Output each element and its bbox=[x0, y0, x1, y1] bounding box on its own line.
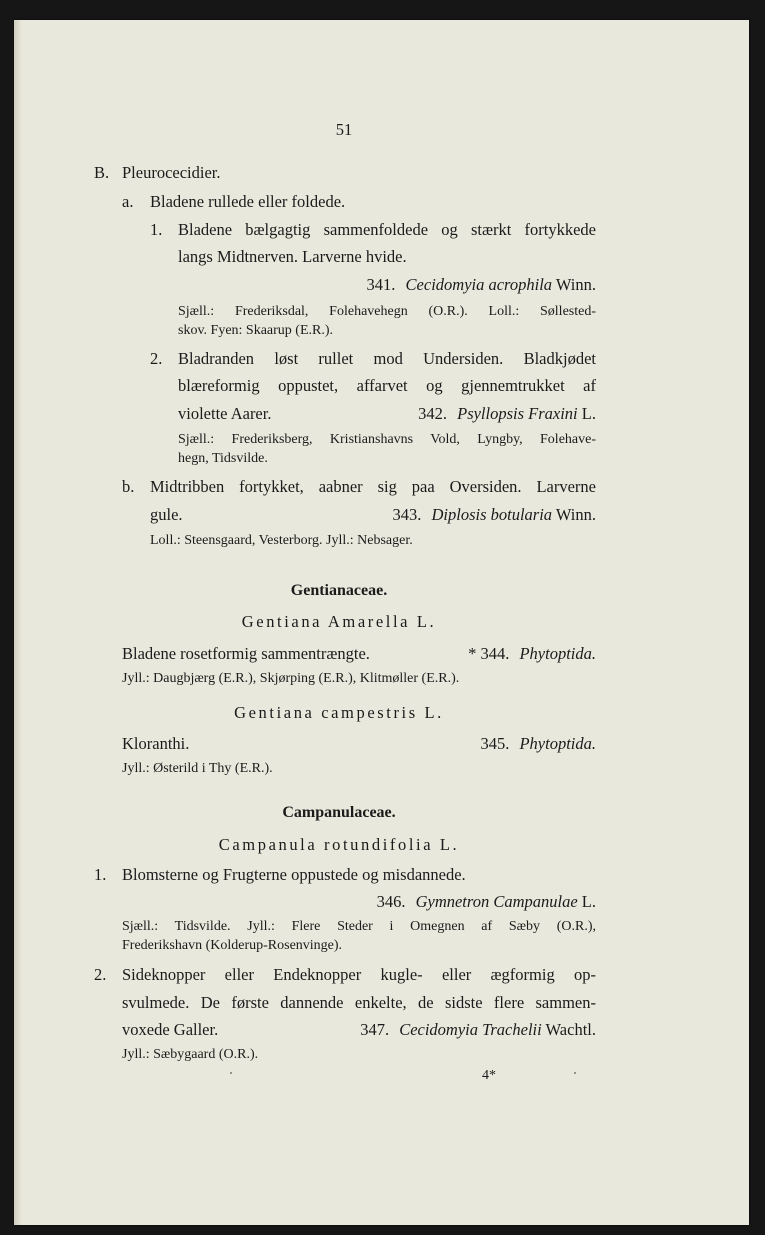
entry-342-author: L. bbox=[581, 404, 596, 423]
paper-speck bbox=[574, 1072, 576, 1074]
family-heading-gentianaceae: Gentianaceae. bbox=[290, 582, 388, 599]
entry-347-number: 347. bbox=[360, 1020, 390, 1039]
sub-b-label: b. bbox=[122, 477, 135, 496]
entry-342-species: Psyllopsis Fraxini bbox=[457, 404, 578, 423]
entry-341-species: Cecidomyia acrophila bbox=[405, 275, 553, 294]
entry-342-locality-1: Sjæll.: Frederiksberg, Kristianshavns Vold, Lyngby, Folehave- bbox=[178, 432, 596, 447]
entry-345-taxon: Phytoptida. bbox=[519, 734, 596, 753]
species-heading-gentiana-amarella: Gentiana Amarella L. bbox=[241, 612, 437, 631]
item-2-line-1: Bladranden løst rullet mod Undersiden. Bladkjødet bbox=[178, 349, 596, 368]
entry-342-locality-2: hegn, Tidsvilde. bbox=[178, 451, 268, 466]
entry-347-species: Cecidomyia Trachelii bbox=[399, 1020, 542, 1039]
entry-344 bbox=[394, 644, 596, 664]
entry-342 bbox=[314, 404, 596, 424]
campanula-item-2-line-1: Sideknopper eller Endeknopper kugle- eller ægformig op- bbox=[122, 965, 596, 984]
species-heading-gentiana-campestris: Gentiana campestris L. bbox=[234, 703, 444, 722]
sub-a-text: Bladene rullede eller foldede. bbox=[150, 192, 346, 211]
entry-346 bbox=[314, 892, 596, 912]
entry-345-number: 345. bbox=[480, 734, 510, 753]
entry-342-number: 342. bbox=[418, 404, 447, 423]
campanula-item-2-number: 2. bbox=[94, 965, 107, 984]
entry-346-author: L. bbox=[581, 892, 596, 911]
paper-speck bbox=[230, 1072, 232, 1074]
page-number: 51 bbox=[335, 120, 353, 139]
item-2-line-3: violette Aarer. bbox=[178, 404, 272, 423]
entry-341-locality-2: skov. Fyen: Skaarup (E.R.). bbox=[178, 323, 334, 338]
sub-b-line-2: gule. bbox=[150, 505, 183, 524]
item-1-line-1: Bladene bælgagtig sammenfoldede og stærkt fortykkede bbox=[178, 220, 596, 239]
entry-346-number: 346. bbox=[376, 892, 406, 911]
book-page bbox=[14, 20, 749, 1225]
item-1-number: 1. bbox=[150, 220, 163, 239]
item-1-line-2: langs Midtnerven. Larverne hvide. bbox=[178, 247, 407, 266]
sub-a-label: a. bbox=[122, 192, 134, 211]
entry-344-number: * 344. bbox=[468, 644, 510, 663]
entry-345 bbox=[394, 734, 596, 754]
entry-347-locality: Jyll.: Sæbygaard (O.R.). bbox=[122, 1047, 259, 1062]
species-heading-campanula-rotundifolia: Campanula rotundifolia L. bbox=[218, 835, 460, 854]
entry-343-number: 343. bbox=[392, 505, 422, 524]
campanula-item-2-line-2: svulmede. De første dannende enkelte, de sidste flere sammen- bbox=[122, 993, 596, 1012]
entry-343-locality: Loll.: Steensgaard, Vesterborg. Jyll.: Nebsager. bbox=[150, 533, 413, 548]
campanula-item-1-number: 1. bbox=[94, 865, 107, 884]
family-heading-campanulaceae: Campanulaceae. bbox=[282, 804, 396, 821]
entry-343 bbox=[314, 505, 596, 525]
entry-344-taxon: Phytoptida. bbox=[519, 644, 596, 663]
entry-346-locality-2: Frederikshavn (Kolderup-Rosenvinge). bbox=[122, 938, 343, 953]
campanula-item-1-line-1: Blomsterne og Frugterne oppustede og misdannede. bbox=[122, 865, 466, 884]
gentiana-amarella-description: Bladene rosetformig sammentrængte. bbox=[122, 644, 370, 663]
entry-346-species: Gymnetron Campanulae bbox=[415, 892, 578, 911]
entry-347-author: Wachtl. bbox=[545, 1020, 596, 1039]
section-b-label: B. bbox=[94, 163, 110, 182]
entry-341-locality-1: Sjæll.: Frederiksdal, Folehavehegn (O.R.). Loll.: Søllested- bbox=[178, 304, 596, 319]
entry-343-author: Winn. bbox=[555, 505, 596, 524]
entry-341-number: 341. bbox=[366, 275, 396, 294]
entry-347 bbox=[294, 1020, 596, 1040]
section-b-title: Pleurocecidier. bbox=[122, 163, 221, 182]
page-content bbox=[14, 20, 749, 1225]
entry-345-locality: Jyll.: Østerild i Thy (E.R.). bbox=[122, 761, 273, 776]
entry-343-species: Diplosis botularia bbox=[431, 505, 553, 524]
entry-346-locality-1: Sjæll.: Tidsvilde. Jyll.: Flere Steder i Omegnen af Sæby (O.R.), bbox=[122, 919, 596, 934]
gentiana-campestris-description: Kloranthi. bbox=[122, 734, 190, 753]
entry-341-author: Winn. bbox=[555, 275, 596, 294]
item-2-number: 2. bbox=[150, 349, 163, 368]
campanula-item-2-line-3: voxede Galler. bbox=[122, 1020, 219, 1039]
printer-signature-mark: 4* bbox=[482, 1068, 496, 1083]
entry-344-locality: Jyll.: Daugbjærg (E.R.), Skjørping (E.R.), Klitmøller (E.R.). bbox=[122, 671, 460, 686]
item-2-line-2: blæreformig oppustet, affarvet og gjennemtrukket af bbox=[178, 376, 596, 395]
sub-b-line-1: Midtribben fortykket, aabner sig paa Oversiden. Larverne bbox=[150, 477, 596, 496]
entry-341 bbox=[178, 275, 596, 295]
